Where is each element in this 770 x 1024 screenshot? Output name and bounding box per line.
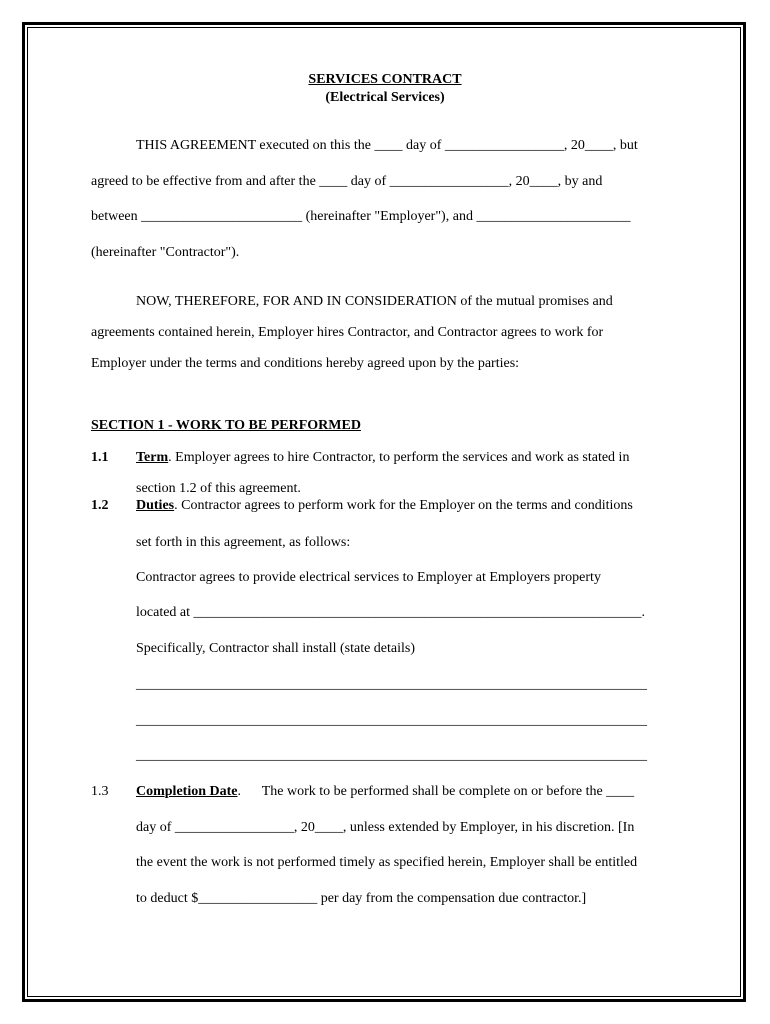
intro-line-2: agreed to be effective from and after the ____ day of _________________, 20____, by and (91, 174, 603, 189)
intro-line-4: (hereinafter "Contractor"). (91, 245, 240, 260)
document-title: SERVICES CONTRACT (308, 72, 462, 87)
clause-1-2-number: 1.2 (91, 498, 109, 513)
clause-1-3-text-1: . The work to be performed shall be complete on or before the ____ (237, 784, 635, 799)
clause-1-3-number: 1.3 (91, 784, 109, 799)
consideration-line-3: Employer under the terms and conditions hereby agreed upon by the parties: (91, 356, 520, 371)
intro-line-3: between _______________________ (hereinafter "Employer"), and ______________________ (91, 209, 631, 224)
clause-1-1-text-1: . Employer agrees to hire Contractor, to perform the services and work as stated in (168, 450, 630, 465)
clause-1-3-line-4: to deduct $_________________ per day from the compensation due contractor.] (136, 891, 587, 906)
details-blank-line-1: _________________________________________________________________________ (136, 677, 647, 692)
section-1-heading: SECTION 1 - WORK TO BE PERFORMED (91, 418, 361, 433)
document-subtitle: (Electrical Services) (325, 90, 445, 105)
clause-1-3-line-1 (136, 784, 634, 800)
clause-1-2-line-1 (136, 498, 633, 514)
clause-1-1-term: Term (136, 450, 169, 465)
clause-1-3-line-3: the event the work is not performed timely as specified herein, Employer shall be entitled (136, 855, 638, 870)
clause-1-2-term: Duties (136, 498, 175, 513)
clause-1-1-line-1 (136, 450, 629, 466)
clause-1-2-line-3: Contractor agrees to provide electrical services to Employer at Employers property (136, 570, 601, 585)
consideration-line-2: agreements contained herein, Employer hires Contractor, and Contractor agrees to work for (91, 325, 604, 340)
consideration-line-1: NOW, THEREFORE, FOR AND IN CONSIDERATION of the mutual promises and (136, 294, 613, 309)
clause-1-3-line-2: day of _________________, 20____, unless extended by Employer, in his discretion. [In (136, 820, 635, 835)
details-blank-line-2: _________________________________________________________________________ (136, 713, 647, 728)
clause-1-2-line-5: Specifically, Contractor shall install (state details) (136, 641, 416, 656)
clause-1-2-line-4: located at ________________________________________________________________. (136, 605, 646, 620)
intro-line-1: THIS AGREEMENT executed on this the ____ day of _________________, 20____, but (136, 138, 638, 153)
clause-1-2-text-1: . Contractor agrees to perform work for the Employer on the terms and conditions (174, 498, 633, 513)
clause-1-3-term: Completion Date (136, 784, 238, 799)
clause-1-1-number: 1.1 (91, 450, 109, 465)
clause-1-1-line-2: section 1.2 of this agreement. (136, 481, 301, 496)
details-blank-line-3: _________________________________________________________________________ (136, 748, 647, 763)
clause-1-2-line-2: set forth in this agreement, as follows: (136, 535, 351, 550)
